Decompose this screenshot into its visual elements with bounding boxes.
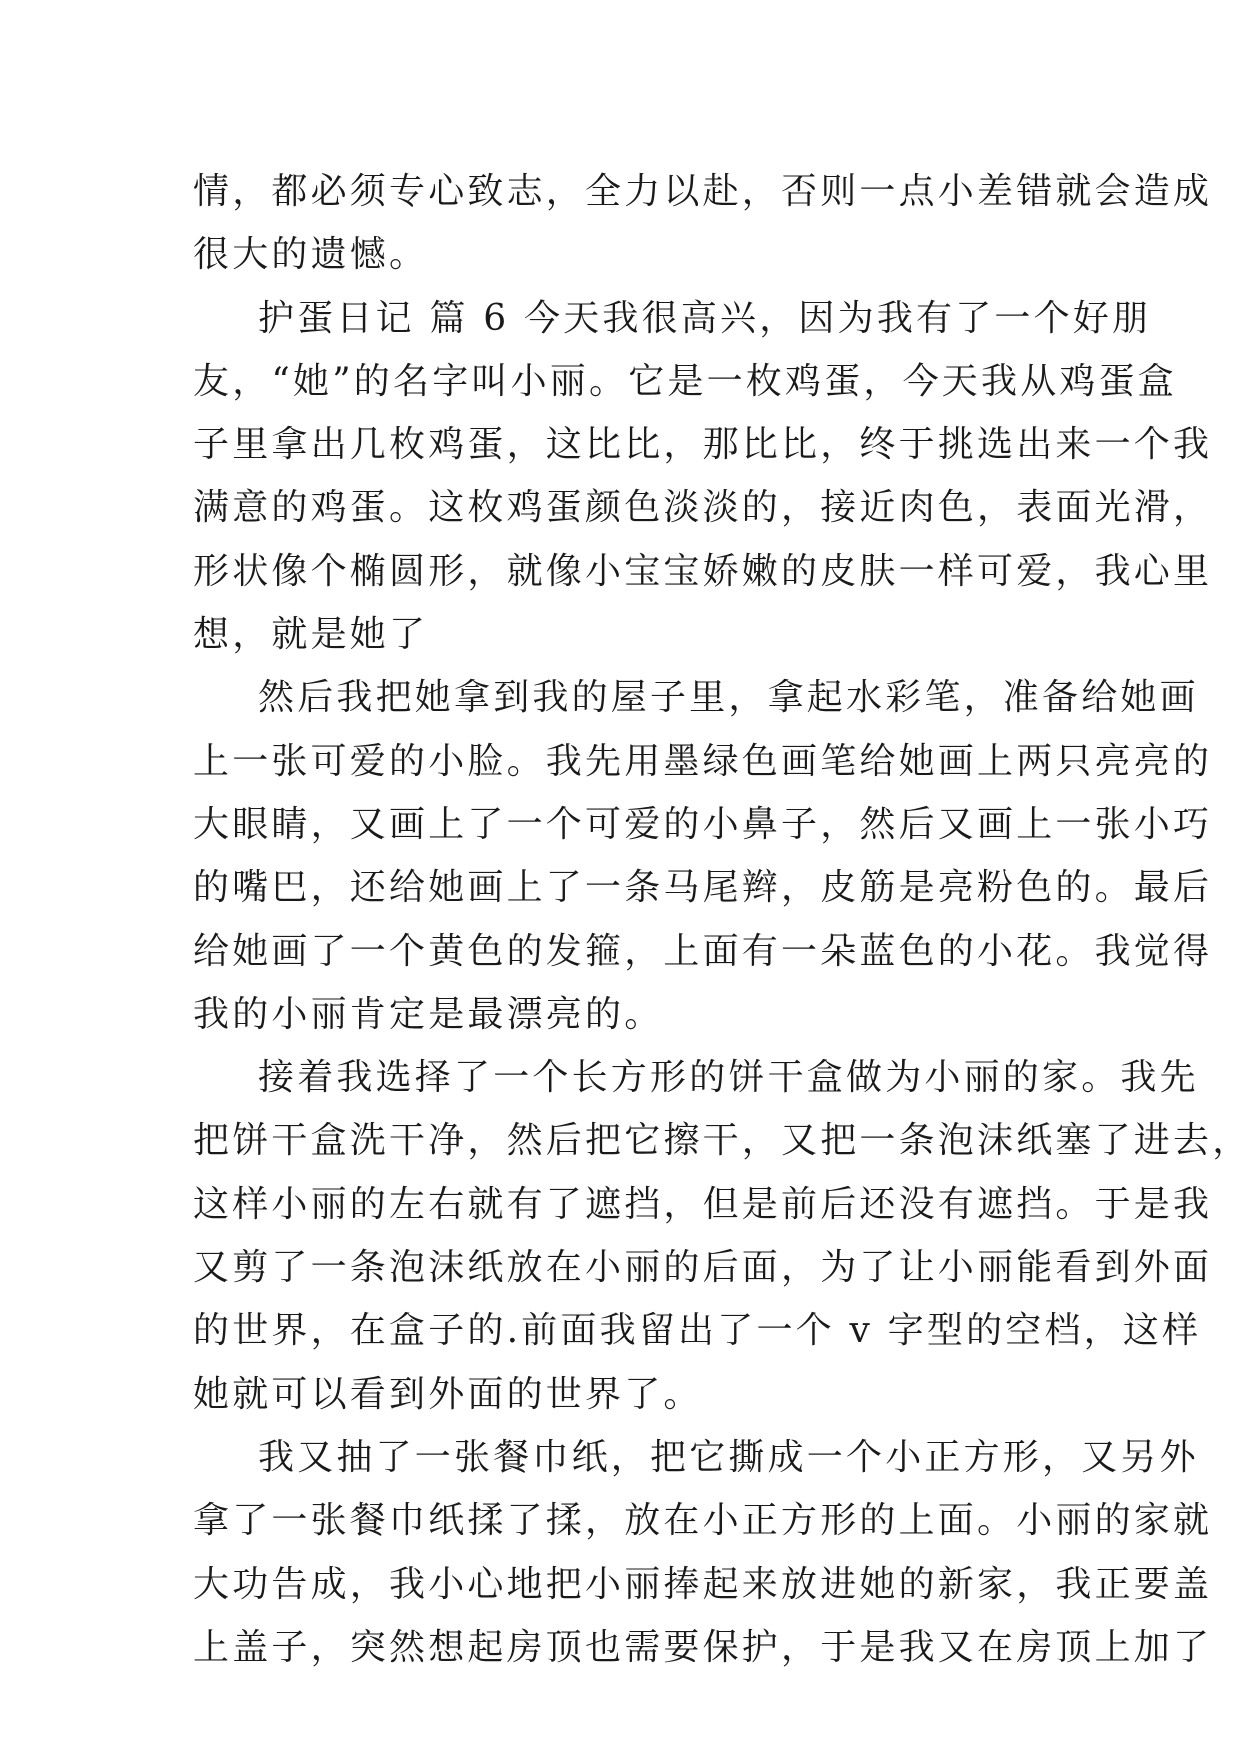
document-body (193, 160, 1251, 1679)
text-line: 拿了一张餐巾纸揉了揉，放在小正方形的上面。小丽的家就 (193, 1500, 1213, 1542)
paragraph-start-line: 然后我把她拿到我的屋子里，拿起水彩笔，准备给她画 (258, 677, 1199, 719)
text-line: 很大的遗憾。 (193, 234, 429, 276)
text-line: 上一张可爱的小脸。我先用墨绿色画笔给她画上两只亮亮的 (193, 740, 1213, 782)
text-line: 这样小丽的左右就有了遮挡，但是前后还没有遮挡。于是我 (193, 1183, 1213, 1225)
text-line: 我的小丽肯定是最漂亮的。 (193, 993, 664, 1035)
text-line: 的嘴巴，还给她画上了一条马尾辫，皮筋是亮粉色的。最后 (193, 867, 1213, 909)
section-heading-line: 护蛋日记 篇 6 今天我很高兴，因为我有了一个好朋 (258, 297, 1152, 339)
text-line: 情，都必须专心致志，全力以赴，否则一点小差错就会造成 (193, 171, 1213, 212)
text-line: 形状像个椭圆形，就像小宝宝娇嫩的皮肤一样可爱，我心里 (193, 550, 1213, 592)
text-line: 想，就是她了 (193, 614, 429, 656)
text-line: 给她画了一个黄色的发箍，上面有一朵蓝色的小花。我觉得 (193, 930, 1213, 972)
paragraph-start-line: 我又抽了一张餐巾纸，把它撕成一个小正方形，又另外 (258, 1436, 1199, 1478)
text-line: 把饼干盒洗干净，然后把它擦干，又把一条泡沫纸塞了进去， (193, 1120, 1251, 1162)
paragraph-start-line: 接着我选择了一个长方形的饼干盒做为小丽的家。我先 (258, 1057, 1199, 1099)
text-line: 上盖子，突然想起房顶也需要保护，于是我又在房顶上加了 (193, 1626, 1213, 1668)
text-line: 满意的鸡蛋。这枚鸡蛋颜色淡淡的，接近肉色，表面光滑， (193, 487, 1213, 529)
text-line: 大功告成，我小心地把小丽捧起来放进她的新家，我正要盖 (193, 1563, 1213, 1605)
text-line: 她就可以看到外面的世界了。 (193, 1373, 703, 1415)
text-line: 又剪了一条泡沫纸放在小丽的后面，为了让小丽能看到外面 (193, 1247, 1213, 1289)
text-line: 子里拿出几枚鸡蛋，这比比，那比比，终于挑选出来一个我 (193, 424, 1213, 466)
text-line: 大眼睛，又画上了一个可爱的小鼻子，然后又画上一张小巧 (193, 803, 1213, 845)
text-line: 的世界，在盒子的.前面我留出了一个 v 字型的空档，这样 (193, 1310, 1202, 1352)
text-line: 友，“她”的名字叫小丽。它是一枚鸡蛋，今天我从鸡蛋盒 (193, 360, 1178, 402)
